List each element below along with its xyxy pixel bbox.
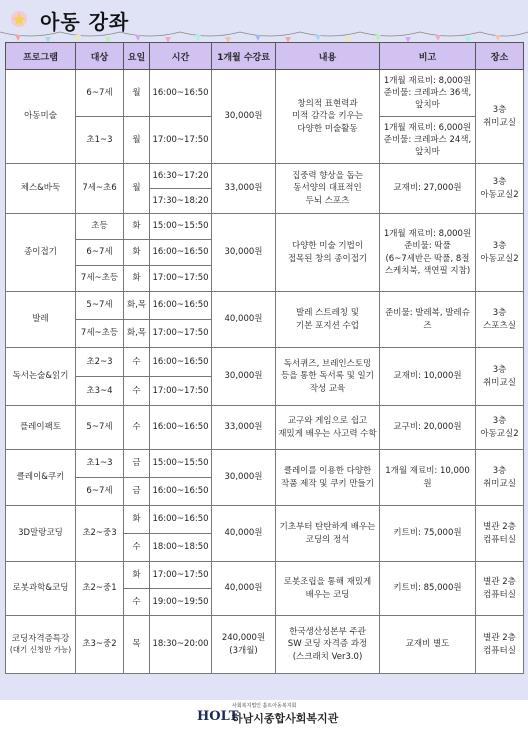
day: 화 <box>124 266 150 292</box>
content: 기초부터 탄탄하게 배우는 코딩의 정석 <box>276 506 380 562</box>
course-table <box>5 42 524 674</box>
target: 6~7세 <box>76 240 124 266</box>
time: 15:00~15:50 <box>150 214 212 240</box>
table-row <box>6 348 524 377</box>
note: 교재비: 10,000원 <box>380 348 476 406</box>
place: 3층 아동교실2 <box>476 406 524 450</box>
place: 별관 2층 컴퓨터실 <box>476 506 524 562</box>
fee: 40,000원 <box>212 292 276 348</box>
target: 초1~3 <box>76 450 124 478</box>
place: 3층 취미교실 <box>476 450 524 506</box>
note: 1개월 재료비: 6,000원 준비물: 크레파스 24색, 앞치마 <box>380 117 476 164</box>
target: 초3~중2 <box>76 616 124 674</box>
time: 16:00~16:50 <box>150 348 212 377</box>
table-row <box>6 70 524 117</box>
day: 목 <box>124 616 150 674</box>
day: 금 <box>124 478 150 506</box>
target: 초2~중3 <box>76 506 124 562</box>
time: 17:00~17:50 <box>150 117 212 164</box>
content: 클레이를 이용한 다양한 작품 제작 및 쿠키 만들기 <box>276 450 380 506</box>
fee: 30,000원 <box>212 450 276 506</box>
content: 창의적 표현력과 미적 감각을 키우는 다양한 미술활동 <box>276 70 380 164</box>
target: 5~7세 <box>76 292 124 320</box>
col-note: 비고 <box>380 43 476 70</box>
col-content: 내용 <box>276 43 380 70</box>
target: 6~7세 <box>76 478 124 506</box>
day: 수 <box>124 377 150 406</box>
program-name: 로봇과학&코딩 <box>6 562 76 616</box>
program-name-cell <box>6 616 76 674</box>
day: 수 <box>124 589 150 616</box>
place: 3층 아동교실2 <box>476 214 524 292</box>
target: 5~7세 <box>76 406 124 450</box>
org-name: 하남시종합사회복지관 <box>232 712 339 725</box>
col-fee: 1개월 수강료 <box>212 43 276 70</box>
program-name: 3D말랑코딩 <box>6 506 76 562</box>
time: 18:00~18:50 <box>150 534 212 562</box>
note: 1개월 재료비: 8,000원 준비물: 딱풀 (6~7세반은 딱풀, 8절 스케치북, 색연필 지참) <box>380 214 476 292</box>
place: 3층 취미교실 <box>476 348 524 406</box>
note: 1개월 재료비: 8,000원 준비물: 크레파스 36색, 앞치마 <box>380 70 476 117</box>
fee: 240,000원 (3개월) <box>212 616 276 674</box>
fee: 40,000원 <box>212 562 276 616</box>
program-name: 발레 <box>6 292 76 348</box>
content: 로봇조립을 통해 재밌게 배우는 코딩 <box>276 562 380 616</box>
holt-logo: HOLT <box>197 709 239 724</box>
day: 월 <box>124 164 150 214</box>
col-day: 요일 <box>124 43 150 70</box>
target: 초1~3 <box>76 117 124 164</box>
program-name: 아동미술 <box>6 70 76 164</box>
table-row <box>6 616 524 674</box>
note: 교구비: 20,000원 <box>380 406 476 450</box>
day: 화 <box>124 240 150 266</box>
time: 17:00~17:50 <box>150 377 212 406</box>
col-target: 대상 <box>76 43 124 70</box>
time: 16:00~16:50 <box>150 506 212 534</box>
target: 7세~초등 <box>76 320 124 348</box>
page-title: 아동 강좌 <box>40 10 130 34</box>
program-name: 클레이&쿠키 <box>6 450 76 506</box>
day: 월 <box>124 117 150 164</box>
note: 키트비: 75,000원 <box>380 506 476 562</box>
table-header-row <box>6 43 524 70</box>
target: 7세~초6 <box>76 164 124 214</box>
fee: 30,000원 <box>212 348 276 406</box>
fee: 33,000원 <box>212 164 276 214</box>
time: 16:00~16:50 <box>150 240 212 266</box>
day: 화,목 <box>124 320 150 348</box>
place: 3층 취미교실 <box>476 70 524 164</box>
day: 수 <box>124 406 150 450</box>
time: 16:00~16:50 <box>150 292 212 320</box>
fee: 30,000원 <box>212 70 276 164</box>
table-row <box>6 214 524 240</box>
fee: 30,000원 <box>212 214 276 292</box>
note: 키트비: 85,000원 <box>380 562 476 616</box>
day: 수 <box>124 534 150 562</box>
time: 17:00~17:50 <box>150 562 212 589</box>
table-row <box>6 506 524 534</box>
target: 초3~4 <box>76 377 124 406</box>
time: 17:30~18:20 <box>150 189 212 214</box>
day: 화 <box>124 506 150 534</box>
header <box>0 0 528 40</box>
table-row <box>6 450 524 478</box>
fee: 33,000원 <box>212 406 276 450</box>
content: 독서퀴즈, 브레인스토밍 등을 통한 독서록 및 일기 작성 교육 <box>276 348 380 406</box>
note: 교재비 별도 <box>380 616 476 674</box>
program-name-note: (대기 신청만 가능) <box>9 645 72 655</box>
table-row <box>6 292 524 320</box>
target: 6~7세 <box>76 70 124 117</box>
time: 17:00~17:50 <box>150 266 212 292</box>
day: 화,목 <box>124 292 150 320</box>
time: 18:30~20:00 <box>150 616 212 674</box>
program-name: 체스&바둑 <box>6 164 76 214</box>
time: 16:00~16:50 <box>150 478 212 506</box>
time: 17:00~17:50 <box>150 320 212 348</box>
content: 교구와 게임으로 쉽고 재밌게 배우는 사고력 수학 <box>276 406 380 450</box>
target: 초2~3 <box>76 348 124 377</box>
program-name: 종이접기 <box>6 214 76 292</box>
content: 한국생산성본부 주관 SW 코딩 자격증 과정 (스크래치 Ver3.0) <box>276 616 380 674</box>
time: 19:00~19:50 <box>150 589 212 616</box>
time: 16:30~17:20 <box>150 164 212 189</box>
place: 3층 스포츠실 <box>476 292 524 348</box>
fee: 40,000원 <box>212 506 276 562</box>
sparkle-icon <box>10 10 28 28</box>
time: 16:00~16:50 <box>150 406 212 450</box>
note: 1개월 재료비: 10,000원 <box>380 450 476 506</box>
table-row <box>6 562 524 589</box>
target: 초등 <box>76 214 124 240</box>
col-time: 시간 <box>150 43 212 70</box>
content: 발레 스트레칭 및 기본 포지션 수업 <box>276 292 380 348</box>
target: 초2~중1 <box>76 562 124 616</box>
col-program: 프로그램 <box>6 43 76 70</box>
day: 월 <box>124 70 150 117</box>
day: 화 <box>124 214 150 240</box>
target: 7세~초등 <box>76 266 124 292</box>
content: 다양한 미술 기법이 접목된 창의 종이접기 <box>276 214 380 292</box>
time: 16:00~16:50 <box>150 70 212 117</box>
footer-org-subtitle: 사회복지법인 홀트아동복지회 <box>232 703 297 709</box>
place: 별관 2층 컴퓨터실 <box>476 616 524 674</box>
place: 3층 아동교실2 <box>476 164 524 214</box>
table-row <box>6 406 524 450</box>
content: 집중력 향상을 돕는 동서양의 대표적인 두뇌 스포츠 <box>276 164 380 214</box>
table-row <box>6 164 524 189</box>
day: 금 <box>124 450 150 478</box>
col-place: 장소 <box>476 43 524 70</box>
note: 준비물: 발레복, 발레슈즈 <box>380 292 476 348</box>
program-name: 플레이팩토 <box>6 406 76 450</box>
day: 수 <box>124 348 150 377</box>
time: 15:00~15:50 <box>150 450 212 478</box>
place: 별관 2층 컴퓨터실 <box>476 562 524 616</box>
note: 교재비: 27,000원 <box>380 164 476 214</box>
program-name: 코딩자격증특강 <box>11 633 70 644</box>
program-name: 독서논술&읽기 <box>6 348 76 406</box>
day: 화 <box>124 562 150 589</box>
